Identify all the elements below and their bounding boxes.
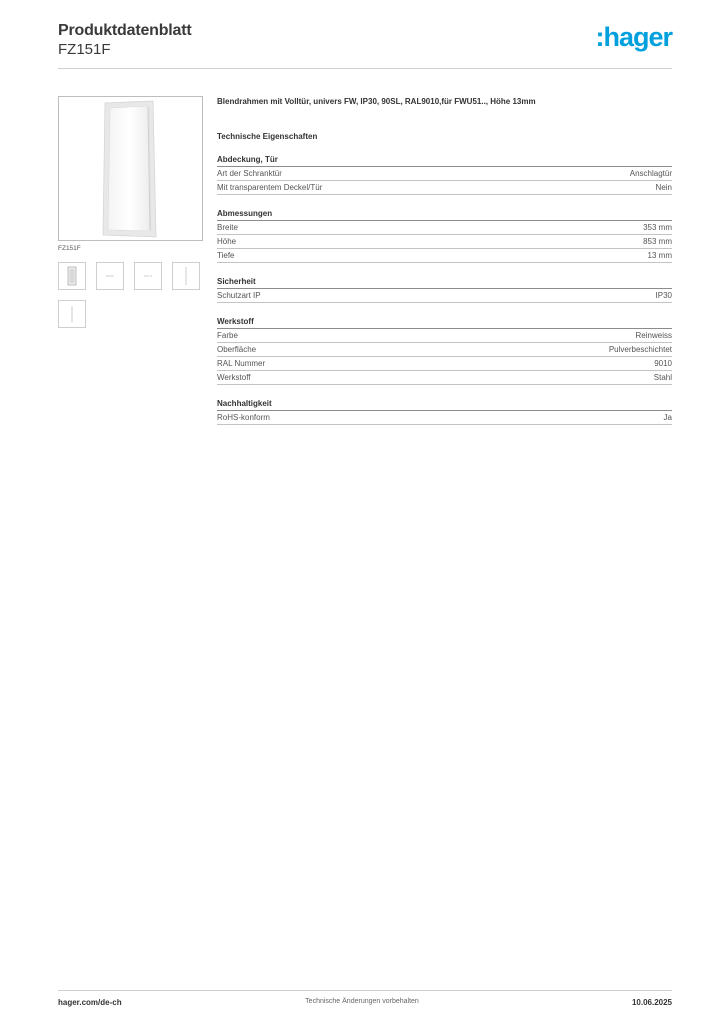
row-label: Oberfläche	[217, 345, 257, 354]
tech-properties-heading: Technische Eigenschaften	[217, 132, 318, 141]
row-value: Ja	[663, 413, 672, 422]
row-value: Reinweiss	[635, 331, 672, 340]
thumbnail-3[interactable]	[134, 262, 162, 290]
section-title: Abdeckung, Tür	[217, 155, 672, 167]
drawing-thumbnail-icon	[97, 263, 123, 289]
page-title: Produktdatenblatt	[58, 22, 192, 39]
hager-logo: :hager	[595, 22, 672, 52]
row-label: Tiefe	[217, 251, 235, 260]
product-details	[217, 96, 672, 425]
row-value: 13 mm	[647, 251, 672, 260]
table-row	[217, 249, 672, 263]
row-value: Anschlagtür	[629, 169, 672, 178]
drawing-thumbnail-icon	[173, 263, 199, 289]
section-title: Werkstoff	[217, 317, 672, 329]
thumbnail-2[interactable]	[96, 262, 124, 290]
row-label: Art der Schranktür	[217, 169, 282, 178]
section-nachhaltigkeit	[217, 399, 672, 425]
row-value: IP30	[655, 291, 672, 300]
footer-notice: Technische Änderungen vorbehalten	[305, 998, 419, 1005]
row-value: Nein	[655, 183, 672, 192]
header-divider	[58, 68, 672, 69]
drawing-thumbnail-icon	[135, 263, 161, 289]
table-row	[217, 289, 672, 303]
table-row	[217, 221, 672, 235]
table-row	[217, 235, 672, 249]
section-title: Nachhaltigkeit	[217, 399, 672, 411]
door-thumbnail-icon	[59, 263, 85, 289]
row-label: Breite	[217, 223, 238, 232]
section-abdeckung	[217, 155, 672, 195]
table-row	[217, 181, 672, 195]
section-title: Abmessungen	[217, 209, 672, 221]
drawing-thumbnail-icon	[59, 301, 85, 327]
table-row	[217, 343, 672, 357]
row-value: Stahl	[653, 373, 672, 382]
product-image[interactable]	[58, 96, 203, 241]
row-label: Farbe	[217, 331, 238, 340]
footer-divider	[58, 990, 672, 991]
door-frame-illustration	[59, 97, 202, 240]
row-label: RoHS-konform	[217, 413, 270, 422]
section-werkstoff	[217, 317, 672, 385]
section-sicherheit	[217, 277, 672, 303]
thumbnail-4[interactable]	[172, 262, 200, 290]
footer-website-link[interactable]: hager.com/de-ch	[58, 998, 122, 1007]
table-row	[217, 357, 672, 371]
table-row	[217, 411, 672, 425]
row-value: Pulverbeschichtet	[608, 345, 672, 354]
product-description: Blendrahmen mit Volltür, univers FW, IP30, 90SL, RAL9010,für FWU51.., Höhe 13mm	[217, 97, 536, 106]
row-label: Mit transparentem Deckel/Tür	[217, 183, 323, 192]
thumbnail-1[interactable]	[58, 262, 86, 290]
row-value: 353 mm	[643, 223, 672, 232]
image-caption: FZ151F	[58, 245, 81, 252]
row-label: Höhe	[217, 237, 237, 246]
table-row	[217, 329, 672, 343]
row-value: 9010	[654, 359, 672, 368]
table-row	[217, 371, 672, 385]
product-code: FZ151F	[58, 41, 111, 58]
row-value: 853 mm	[643, 237, 672, 246]
row-label: Werkstoff	[217, 373, 251, 382]
thumbnail-5[interactable]	[58, 300, 86, 328]
section-abmessungen	[217, 209, 672, 263]
row-label: Schutzart IP	[217, 291, 261, 300]
table-row	[217, 167, 672, 181]
row-label: RAL Nummer	[217, 359, 266, 368]
section-title: Sicherheit	[217, 277, 672, 289]
footer-date: 10.06.2025	[631, 998, 672, 1007]
